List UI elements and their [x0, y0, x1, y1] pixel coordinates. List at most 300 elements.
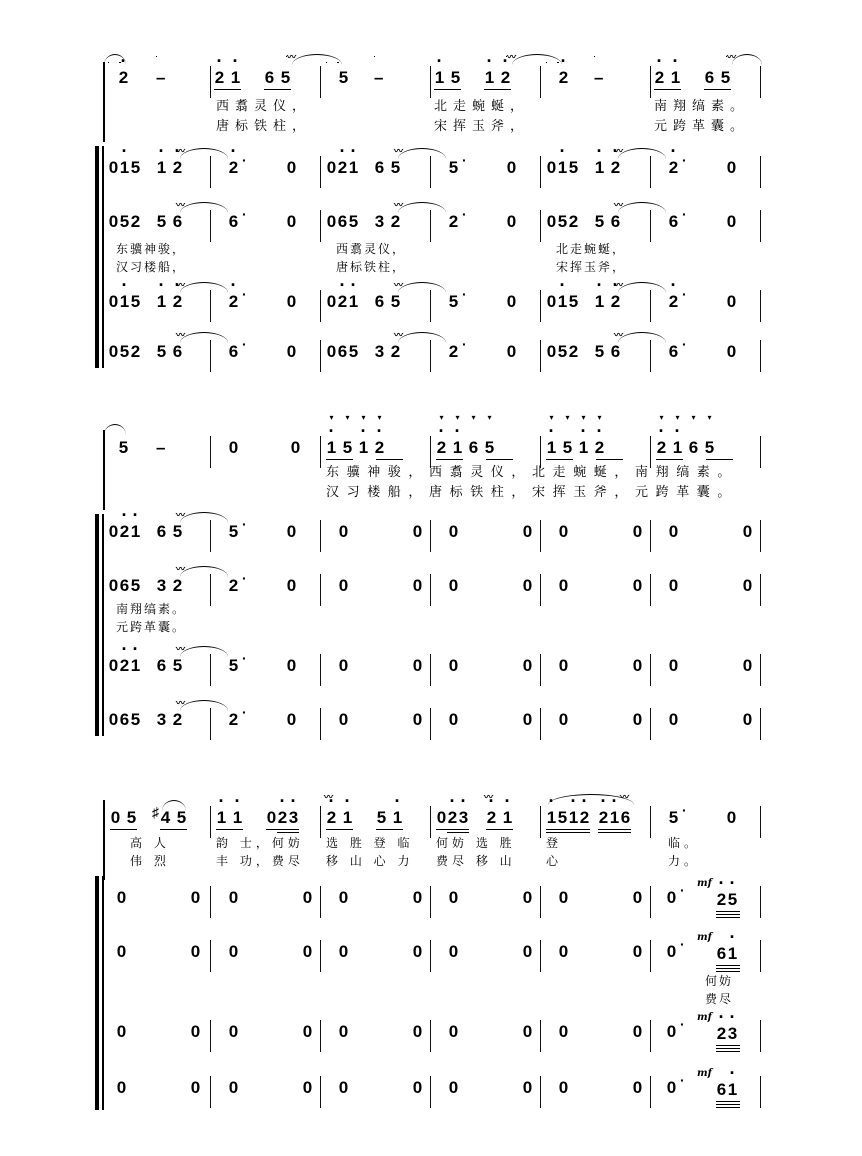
lyric-line-1: 临。	[668, 836, 701, 850]
note-digit: ▾ 6	[468, 436, 479, 460]
note-digit: · 2	[228, 290, 239, 314]
note-digit: 0	[412, 1078, 423, 1097]
sharp-accidental: ♯	[152, 804, 159, 820]
note-group	[302, 1020, 313, 1044]
note-digit: 0	[726, 342, 737, 361]
mordent-icon: 〰	[620, 792, 628, 802]
lyric-line-1: 高 人	[130, 836, 170, 850]
note-digit: 0	[228, 1022, 239, 1041]
note-digit: 0	[412, 1022, 423, 1041]
note-digit: 0	[506, 212, 517, 231]
note-digit: · 2	[119, 520, 130, 544]
choir-lyric-line-1: 北走蜿蜒，	[556, 242, 627, 256]
note-digit: 2	[568, 342, 579, 361]
barline	[430, 1076, 431, 1108]
choir-lyric-line-2: 费尽	[705, 992, 734, 1006]
note-digit: 3	[156, 576, 167, 595]
note-digit: 0	[338, 710, 349, 729]
note-digit: 0	[326, 212, 337, 231]
note-digit: 0	[266, 808, 277, 827]
beam-underline	[216, 829, 243, 830]
note-digit: 0	[448, 1022, 459, 1041]
note-digit: 5	[557, 808, 568, 827]
note-group	[302, 886, 313, 910]
note-digit: · 1	[130, 520, 141, 544]
note-digit: ▾ 1 ·	[326, 436, 337, 460]
sustain-dash: –	[156, 438, 166, 457]
dynamic-mf: mf	[697, 1012, 712, 1023]
note-digit: · 2	[500, 66, 511, 90]
note-digit: 0	[742, 522, 753, 541]
note-digit: ▾ 5	[484, 436, 495, 460]
mordent-icon: 〰	[614, 330, 622, 340]
note-group	[716, 1022, 738, 1046]
note-digit: 0	[558, 576, 569, 595]
note-digit: 3	[374, 212, 385, 231]
note-digit: 0	[522, 1078, 533, 1097]
note-digit: · 1	[230, 66, 241, 90]
note-group	[110, 806, 137, 830]
augmentation-dot: ·	[242, 286, 247, 302]
choir-lyric-line-1: 西翥灵仪，	[336, 242, 407, 256]
sustain-dash: –	[156, 68, 166, 87]
barline	[650, 1076, 651, 1108]
beam-underline	[726, 56, 727, 57]
note-digit: 5	[448, 158, 459, 177]
barline	[430, 1020, 431, 1052]
beam-underline	[716, 1048, 740, 1049]
note-group	[448, 886, 459, 910]
note-digit: · 2	[326, 806, 337, 830]
mordent-icon: 〰	[176, 280, 184, 290]
lyric-line-2: 元跨革囊。	[654, 119, 750, 134]
note-digit: · 1	[232, 806, 243, 830]
note-digit: 0	[190, 942, 201, 961]
choir-lyric-line-2: 唐标铁柱，	[336, 260, 407, 274]
note-digit: 0	[666, 1078, 677, 1097]
note-group	[632, 940, 643, 964]
note-digit: · 5	[727, 888, 738, 912]
note-digit: 6	[374, 292, 385, 311]
note-digit: 0	[286, 212, 297, 231]
note-digit: 5	[448, 292, 459, 311]
note-digit: 0	[228, 942, 239, 961]
note-digit: 2	[390, 212, 401, 231]
note-digit: 6	[716, 944, 727, 963]
note-group	[598, 806, 631, 830]
note-group	[338, 1020, 349, 1044]
beam-underline	[716, 911, 740, 912]
note-digit: · 1	[392, 806, 403, 830]
note-digit: · 2	[610, 290, 621, 314]
mordent-icon: 〰	[324, 792, 332, 802]
note-digit: 0	[286, 292, 297, 311]
note-digit: 6	[156, 522, 167, 541]
mordent-icon: 〰	[176, 564, 184, 574]
note-digit: · 1	[216, 806, 227, 830]
augmentation-dot: ·	[682, 336, 687, 352]
barline	[210, 806, 211, 838]
sustain-dash: –	[594, 68, 604, 87]
note-group	[216, 806, 243, 830]
barline	[320, 806, 321, 838]
note-group	[190, 1076, 201, 1100]
note-digit: 0	[108, 656, 119, 675]
mordent-icon: 〰	[287, 52, 295, 62]
note-digit: 6	[119, 710, 130, 729]
note-digit: 2	[448, 342, 459, 361]
note-group	[522, 1020, 533, 1044]
note-digit: 6	[337, 212, 348, 231]
note-digit: ▾ 1 ·	[358, 436, 369, 460]
note-digit: 0	[338, 576, 349, 595]
note-digit: 0	[546, 292, 557, 311]
note-group	[726, 806, 737, 830]
beam-underline	[716, 1107, 740, 1108]
note-digit: 0	[286, 342, 297, 361]
note-digit: · 1	[348, 290, 359, 314]
note-digit: 5	[228, 656, 239, 675]
note-digit: 0	[666, 942, 677, 961]
barline	[320, 886, 321, 918]
mordent-icon: 〰	[176, 510, 184, 520]
note-group	[546, 806, 590, 830]
note-digit: 0	[338, 1022, 349, 1041]
mordent-icon: 〰	[176, 644, 184, 654]
note-digit: 0	[448, 942, 459, 961]
note-digit: 5	[156, 212, 167, 231]
note-group	[448, 1020, 459, 1044]
note-digit: · 2	[277, 806, 288, 830]
note-digit: · 2	[214, 66, 225, 90]
note-digit: 0	[742, 576, 753, 595]
note-digit: 0	[108, 522, 119, 541]
mordent-icon: 〰	[484, 792, 492, 802]
note-digit: · 1	[670, 66, 681, 90]
note-digit: 6	[337, 342, 348, 361]
note-group	[522, 886, 533, 910]
note-digit: 0	[726, 158, 737, 177]
note-digit: 0	[558, 656, 569, 675]
note-group	[228, 1020, 239, 1044]
note-digit: ▾ 2 ·	[594, 436, 605, 460]
augmentation-dot: ·	[242, 336, 247, 352]
note-digit: 0	[522, 888, 533, 907]
note-digit: 5	[126, 808, 137, 827]
mordent-icon: 〰	[394, 280, 402, 290]
note-digit: 2	[448, 212, 459, 231]
note-digit: 2	[130, 212, 141, 231]
note-digit: 0	[412, 710, 423, 729]
note-digit: 0	[522, 576, 533, 595]
barline	[760, 1076, 761, 1108]
note-digit: 0	[632, 1078, 643, 1097]
mordent-icon: 〰	[176, 330, 184, 340]
note-digit: 2	[228, 576, 239, 595]
barline	[210, 1020, 211, 1052]
note-group	[716, 1078, 738, 1102]
dynamic-mf: mf	[697, 878, 712, 889]
augmentation-dot: ·	[462, 152, 467, 168]
note-digit: 0	[290, 438, 301, 457]
note-digit: 5	[130, 158, 141, 177]
barline	[540, 940, 541, 972]
note-digit: 6	[172, 212, 183, 231]
note-digit: 0	[302, 1022, 313, 1041]
note-digit: 4	[160, 808, 171, 827]
note-group	[338, 940, 349, 964]
note-digit: 5	[130, 292, 141, 311]
note-digit: 0	[116, 888, 127, 907]
note-group	[116, 1076, 127, 1100]
note-digit: 0	[338, 888, 349, 907]
beam-underline	[716, 965, 740, 966]
barline	[760, 940, 761, 972]
note-digit: 5	[172, 522, 183, 541]
beam-underline	[546, 829, 590, 830]
beam-underline	[598, 829, 631, 830]
note-digit: 0	[108, 158, 119, 177]
note-digit: · 2	[118, 66, 129, 90]
note-digit: 6	[704, 68, 715, 87]
note-digit: · 1	[156, 290, 167, 314]
note-digit: 0	[632, 522, 643, 541]
note-digit: 5	[118, 438, 129, 457]
note-digit: · 1	[546, 806, 557, 830]
note-digit: · 2	[228, 156, 239, 180]
note-digit: 0	[412, 522, 423, 541]
beam-underline	[160, 829, 187, 830]
beam-underline	[716, 917, 740, 918]
choir-lyric-line-2: 宋挥玉斧，	[556, 260, 627, 274]
note-digit: 6	[668, 342, 679, 361]
note-group	[302, 940, 313, 964]
note-digit: ▾ 1 ·	[546, 436, 557, 460]
note-digit: 0	[108, 292, 119, 311]
note-digit: · 1	[348, 156, 359, 180]
note-group	[448, 1076, 459, 1100]
note-digit: · 2	[172, 156, 183, 180]
note-digit: 6	[119, 576, 130, 595]
note-digit: 5	[176, 808, 187, 827]
mordent-icon: 〰	[614, 200, 622, 210]
lyric-line-2: 心	[546, 854, 563, 868]
note-group	[116, 1020, 127, 1044]
note-digit: 0	[338, 942, 349, 961]
mordent-icon: 〰	[176, 698, 184, 708]
augmentation-dot: ·	[462, 206, 467, 222]
sustain-dash: –	[374, 68, 384, 87]
note-digit: · 1	[568, 806, 579, 830]
note-digit: 6	[610, 342, 621, 361]
dynamic-mf: mf	[697, 932, 712, 943]
note-digit: 0	[448, 522, 459, 541]
augmentation-dot: ·	[680, 1016, 685, 1032]
note-digit: · 1	[130, 654, 141, 678]
augmentation-dot: ·	[462, 286, 467, 302]
note-digit: · 2	[654, 66, 665, 90]
lyric-line-1: 东骥神骏，西翥灵仪，北走蜿蜒，南翔缟素。	[326, 465, 739, 480]
note-group	[522, 940, 533, 964]
lyric-line-1: 南翔缟素。	[654, 99, 750, 114]
note-digit: 0	[448, 656, 459, 675]
barline	[540, 886, 541, 918]
note-digit: 2	[172, 576, 183, 595]
lyric-line-2: 伟 烈	[130, 854, 170, 868]
note-digit: · 2	[558, 66, 569, 90]
beam-underline	[376, 829, 403, 830]
note-digit: 0	[228, 888, 239, 907]
note-digit: · 1	[727, 942, 738, 966]
note-digit: ▾ 2 ·	[374, 436, 385, 460]
note-digit: 0	[546, 158, 557, 177]
note-group	[448, 940, 459, 964]
note-digit: · 2	[447, 806, 458, 830]
note-digit: 5	[594, 342, 605, 361]
note-group	[558, 1020, 569, 1044]
augmentation-dot: ·	[680, 882, 685, 898]
note-digit: 0	[558, 1078, 569, 1097]
note-digit: 0	[506, 292, 517, 311]
lyric-line-2: 汉习楼船，唐标铁柱，宋挥玉斧，元跨革囊。	[326, 485, 739, 500]
barline	[320, 940, 321, 972]
mordent-icon: 〰	[394, 330, 402, 340]
note-digit: ▾ 1 ·	[452, 436, 463, 460]
note-group	[632, 1076, 643, 1100]
lyric-line-2: 宋挥玉斧，	[434, 119, 530, 134]
note-digit: 0	[632, 942, 643, 961]
note-digit: 2	[228, 710, 239, 729]
note-digit: 0	[412, 656, 423, 675]
augmentation-dot: ·	[462, 336, 467, 352]
note-digit: 5	[338, 68, 349, 87]
note-group	[190, 940, 201, 964]
choir-bracket-line	[102, 876, 104, 1110]
note-group	[436, 806, 469, 830]
note-group	[486, 806, 513, 830]
lyric-line-1: 何妨 选 胜	[436, 836, 516, 850]
note-digit: · 1	[727, 1078, 738, 1102]
note-digit: 6	[620, 808, 631, 827]
choir-lyric-line-1: 何妨	[705, 974, 734, 988]
note-digit: · 1	[609, 806, 620, 830]
choir-lyric-line-2: 汉习楼船，	[116, 260, 187, 274]
choir-bracket	[95, 876, 99, 1110]
note-group	[558, 940, 569, 964]
note-group	[326, 806, 353, 830]
note-digit: 2	[568, 212, 579, 231]
note-group	[666, 1020, 677, 1044]
mordent-icon: 〰	[727, 52, 735, 62]
note-digit: · 2	[716, 1022, 727, 1046]
note-digit: · 1	[502, 806, 513, 830]
note-digit: · 2	[337, 290, 348, 314]
augmentation-dot: ·	[680, 1072, 685, 1088]
note-digit: 0	[522, 656, 533, 675]
note-group	[412, 886, 423, 910]
augmentation-dot: ·	[242, 704, 247, 720]
note-group	[228, 886, 239, 910]
note-digit: 0	[666, 888, 677, 907]
beam-underline	[716, 1045, 740, 1046]
note-digit: 3	[374, 342, 385, 361]
note-digit: · 1	[594, 156, 605, 180]
note-group	[412, 1020, 423, 1044]
note-digit: 0	[726, 808, 737, 827]
note-digit: 5	[228, 522, 239, 541]
barline	[540, 806, 541, 838]
note-digit: 0	[116, 942, 127, 961]
beam-underline	[266, 829, 299, 830]
note-digit: · 1	[434, 66, 445, 90]
note-digit: ▾ 2 ·	[436, 436, 447, 460]
barline	[540, 1076, 541, 1108]
beam-underline	[716, 968, 740, 969]
note-digit: ▾ 5	[562, 436, 573, 460]
note-digit: 0	[546, 342, 557, 361]
note-digit: 2	[172, 710, 183, 729]
note-digit: 0	[522, 942, 533, 961]
note-digit: 0	[302, 1078, 313, 1097]
barline	[650, 886, 651, 918]
note-digit: 5	[594, 212, 605, 231]
note-digit: 0	[448, 710, 459, 729]
beam-underline	[716, 1051, 740, 1052]
note-digit: 0	[116, 1078, 127, 1097]
note-digit: 0	[506, 342, 517, 361]
note-digit: 5	[130, 710, 141, 729]
note-digit: 0	[448, 576, 459, 595]
barline	[320, 1020, 321, 1052]
note-digit: 0	[326, 158, 337, 177]
note-group	[338, 886, 349, 910]
beam-underline	[110, 829, 137, 830]
note-digit: 5	[557, 342, 568, 361]
note-digit: 0	[668, 656, 679, 675]
barline	[210, 886, 211, 918]
barline	[430, 940, 431, 972]
barline	[430, 806, 431, 838]
mordent-icon: 〰	[176, 146, 184, 156]
note-digit: 0	[108, 342, 119, 361]
barline	[760, 886, 761, 918]
note-group	[228, 940, 239, 964]
note-digit: 0	[522, 710, 533, 729]
augmentation-dot: ·	[242, 650, 247, 666]
note-digit: 6	[172, 342, 183, 361]
beam-underline	[716, 1101, 740, 1102]
note-digit: 6	[716, 1080, 727, 1099]
note-group	[716, 942, 738, 966]
note-digit: 5	[720, 68, 731, 87]
note-digit: 0	[190, 1022, 201, 1041]
note-digit: 0	[448, 1078, 459, 1097]
beam-underline	[436, 829, 469, 830]
note-digit: ▾ 2 ·	[656, 436, 667, 460]
note-digit: 0	[632, 888, 643, 907]
note-digit: 0	[338, 656, 349, 675]
beam-underline	[486, 829, 513, 830]
augmentation-dot: ·	[242, 206, 247, 222]
note-digit: 5	[119, 212, 130, 231]
mordent-icon: 〰	[614, 280, 622, 290]
solo-staff-bracket	[103, 800, 105, 880]
note-digit: 0	[742, 656, 753, 675]
augmentation-dot: ·	[682, 286, 687, 302]
note-digit: 5	[348, 212, 359, 231]
note-digit: 0	[506, 158, 517, 177]
note-digit: 5	[557, 212, 568, 231]
